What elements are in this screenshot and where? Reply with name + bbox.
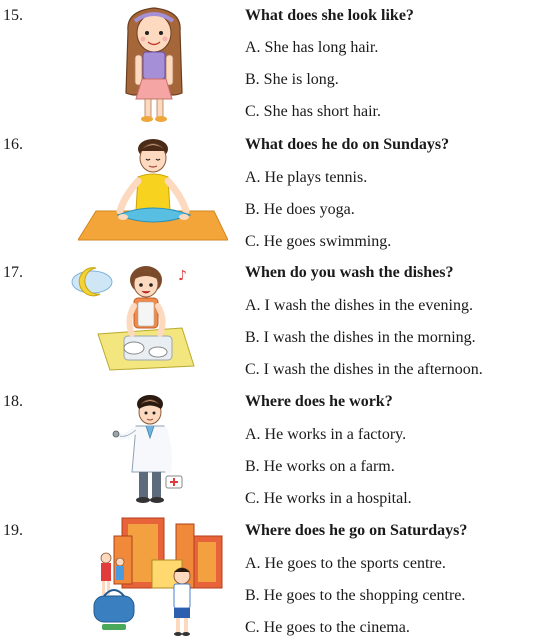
question-number: 16. <box>3 136 23 153</box>
option-b[interactable]: B. I wash the dishes in the morning. <box>245 329 476 346</box>
sports-centre-illustration <box>92 514 232 638</box>
option-c[interactable]: C. He goes to the cinema. <box>245 619 410 636</box>
option-b[interactable]: B. He works on a farm. <box>245 458 395 475</box>
question-text: What does she look like? <box>245 7 414 24</box>
option-a[interactable]: A. He goes to the sports centre. <box>245 555 446 572</box>
option-c[interactable]: C. He works in a hospital. <box>245 490 412 507</box>
question-number: 17. <box>3 264 23 281</box>
option-a[interactable]: A. He plays tennis. <box>245 169 368 186</box>
question-text: When do you wash the dishes? <box>245 264 454 281</box>
option-a[interactable]: A. He works in a factory. <box>245 426 407 443</box>
question-text: Where does he go on Saturdays? <box>245 522 468 539</box>
svg-text:♪: ♪ <box>178 268 187 284</box>
option-c[interactable]: C. He goes swimming. <box>245 233 392 250</box>
option-b[interactable]: B. She is long. <box>245 71 339 88</box>
doctor-illustration <box>110 392 190 506</box>
girl-long-hair-illustration <box>118 3 190 125</box>
question-number: 18. <box>3 393 23 410</box>
question-text: Where does he work? <box>245 393 393 410</box>
girl-washing-dishes-night-illustration <box>66 258 206 372</box>
boy-yoga-illustration <box>78 137 228 241</box>
option-b[interactable]: B. He goes to the shopping centre. <box>245 587 466 604</box>
question-number: 15. <box>3 7 23 24</box>
option-a[interactable]: A. I wash the dishes in the evening. <box>245 297 473 314</box>
option-c[interactable]: C. I wash the dishes in the afternoon. <box>245 361 483 378</box>
option-b[interactable]: B. He does yoga. <box>245 201 355 218</box>
option-a[interactable]: A. She has long hair. <box>245 39 379 56</box>
question-number: 19. <box>3 522 23 539</box>
option-c[interactable]: C. She has short hair. <box>245 103 381 120</box>
question-text: What does he do on Sundays? <box>245 136 450 153</box>
